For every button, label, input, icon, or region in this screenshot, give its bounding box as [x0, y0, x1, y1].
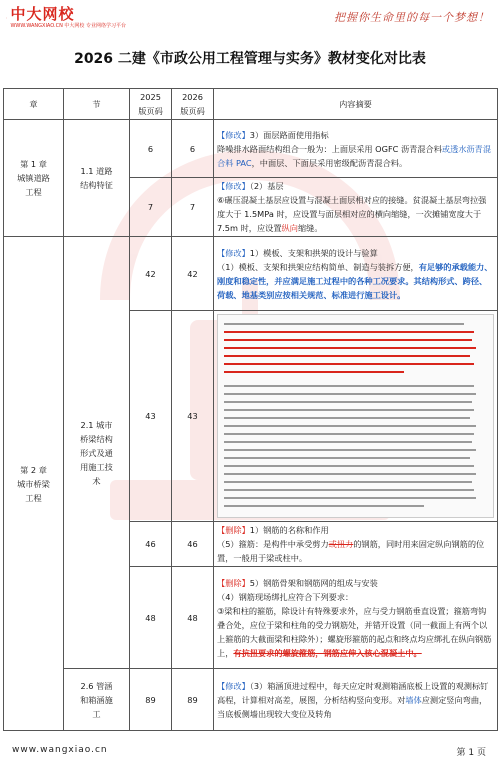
header-summary: 内容摘要 [214, 89, 498, 120]
header-2025-page: 2025 版页码 [130, 89, 172, 120]
page-2025: 46 [130, 522, 172, 567]
page-2026: 6 [172, 120, 214, 178]
page-2026: 42 [172, 237, 214, 311]
brand-subtitle: WWW.WANGXIAO.CN 中大网校 专业网络学习平台 [10, 23, 126, 29]
summary-cell: 【修改】（2）基层 ⑥碾压混凝土基层应设置与混凝土面层相对应的接缝。贫混凝土基层弯拉强度大于 1.5MPa 时，应设置与面层相对应的横向缩缝，一次摊铺宽度大于 7.5m 时，应设置纵向缩缝。 [214, 178, 498, 237]
page-2025: 48 [130, 567, 172, 669]
chapter-cell: 第 1 章 城镇道路 工程 [4, 120, 64, 237]
summary-cell [214, 311, 498, 522]
summary-cell: 【修改】3）面层路面使用指标 降噪排水路面结构组合一般为：上面层采用 OGFC 沥青混合料或透水沥青混合料 PAC，中面层、下面层采用密级配沥青混合料。 [214, 120, 498, 178]
document-title: 2026 二建《市政公用工程管理与实务》教材变化对比表 [74, 51, 426, 67]
page-2026: 48 [172, 567, 214, 669]
header-section: 节 [64, 89, 130, 120]
summary-cell: 【删除】1）钢筋的名称和作用 （5）箍筋：是构件中承受剪力或扭力的钢筋，同时用来固定纵向钢筋的位置，一般用于梁或柱中。 [214, 522, 498, 567]
page-2026: 46 [172, 522, 214, 567]
table-row [4, 237, 498, 311]
page-2026: 43 [172, 311, 214, 522]
header [0, 0, 500, 36]
comparison-table [3, 88, 498, 731]
brand-name: 中大网校 [10, 5, 75, 23]
page-2026: 7 [172, 178, 214, 237]
page-2026: 89 [172, 669, 214, 731]
header-2026-page: 2026 版页码 [172, 89, 214, 120]
modify-tag: 【修改】 [217, 680, 250, 691]
delete-tag: 【删除】 [217, 577, 250, 588]
section-cell: 1.1 道路 结构特征 [64, 120, 130, 237]
page-number: 第 1 页 [456, 748, 486, 758]
brand-logo[interactable] [6, 4, 126, 32]
table-header-row [4, 89, 498, 120]
page-2025: 6 [130, 120, 172, 178]
table-row [4, 120, 498, 178]
chapter-cell: 第 2 章 城市桥梁 工程 [4, 237, 64, 731]
page-2025: 42 [130, 237, 172, 311]
slogan: 把握你生命里的每一个梦想！ [334, 11, 490, 24]
section-cell: 2.1 城市 桥梁结构 形式及通 用施工技 术 [64, 237, 130, 669]
page-2025: 7 [130, 178, 172, 237]
textbook-excerpt-image [217, 314, 494, 518]
modify-tag: 【修改】 [217, 181, 250, 191]
summary-cell: 【删除】5）钢筋骨架和钢筋网的组成与安装 （4）钢筋现场绑扎应符合下列要求： ③梁和柱的箍筋，除设计有特殊要求外，应与受力钢筋垂直设置；箍筋弯钩叠合处，应位于梁和柱角的受力钢筋处，并错开设置（同一截面上有两个以上箍筋的大截面梁和柱除外）；螺旋形箍筋的起点和终点均应绑扎在纵向钢筋上，有抗扭要求的螺旋箍筋，钢筋应伸入核心混凝土中。 [214, 567, 498, 669]
modify-tag: 【修改】 [217, 247, 250, 258]
table-row [4, 669, 498, 731]
page-2025: 89 [130, 669, 172, 731]
summary-cell: 【修改】（3）箱涵顶进过程中，每天应定时观测箱涵底板上设置的观测标钉高程，计算相对高差，展图，分析结构竖向变形。对墙体应测定竖向弯曲，当底板侧墙出现较大变位及转角 [214, 669, 498, 731]
footer-url[interactable]: www.wangxiao.cn [12, 745, 108, 755]
modify-tag: 【修改】 [217, 129, 250, 140]
section-cell: 2.6 管涵 和箱涵施 工 [64, 669, 130, 731]
delete-tag: 【删除】 [217, 525, 250, 535]
header-chapter: 章 [4, 89, 64, 120]
page-2025: 43 [130, 311, 172, 522]
summary-cell: 【修改】1）模板、支架和拱架的设计与验算 （1）模板、支架和拱架应结构简单、制造与装拆方便，有足够的承载能力、刚度和稳定性，并应满足施工过程中的各种工况要求。其结构形式、跨径、荷载、地基类别应按相关规范、标准进行施工设计。 [214, 237, 498, 311]
